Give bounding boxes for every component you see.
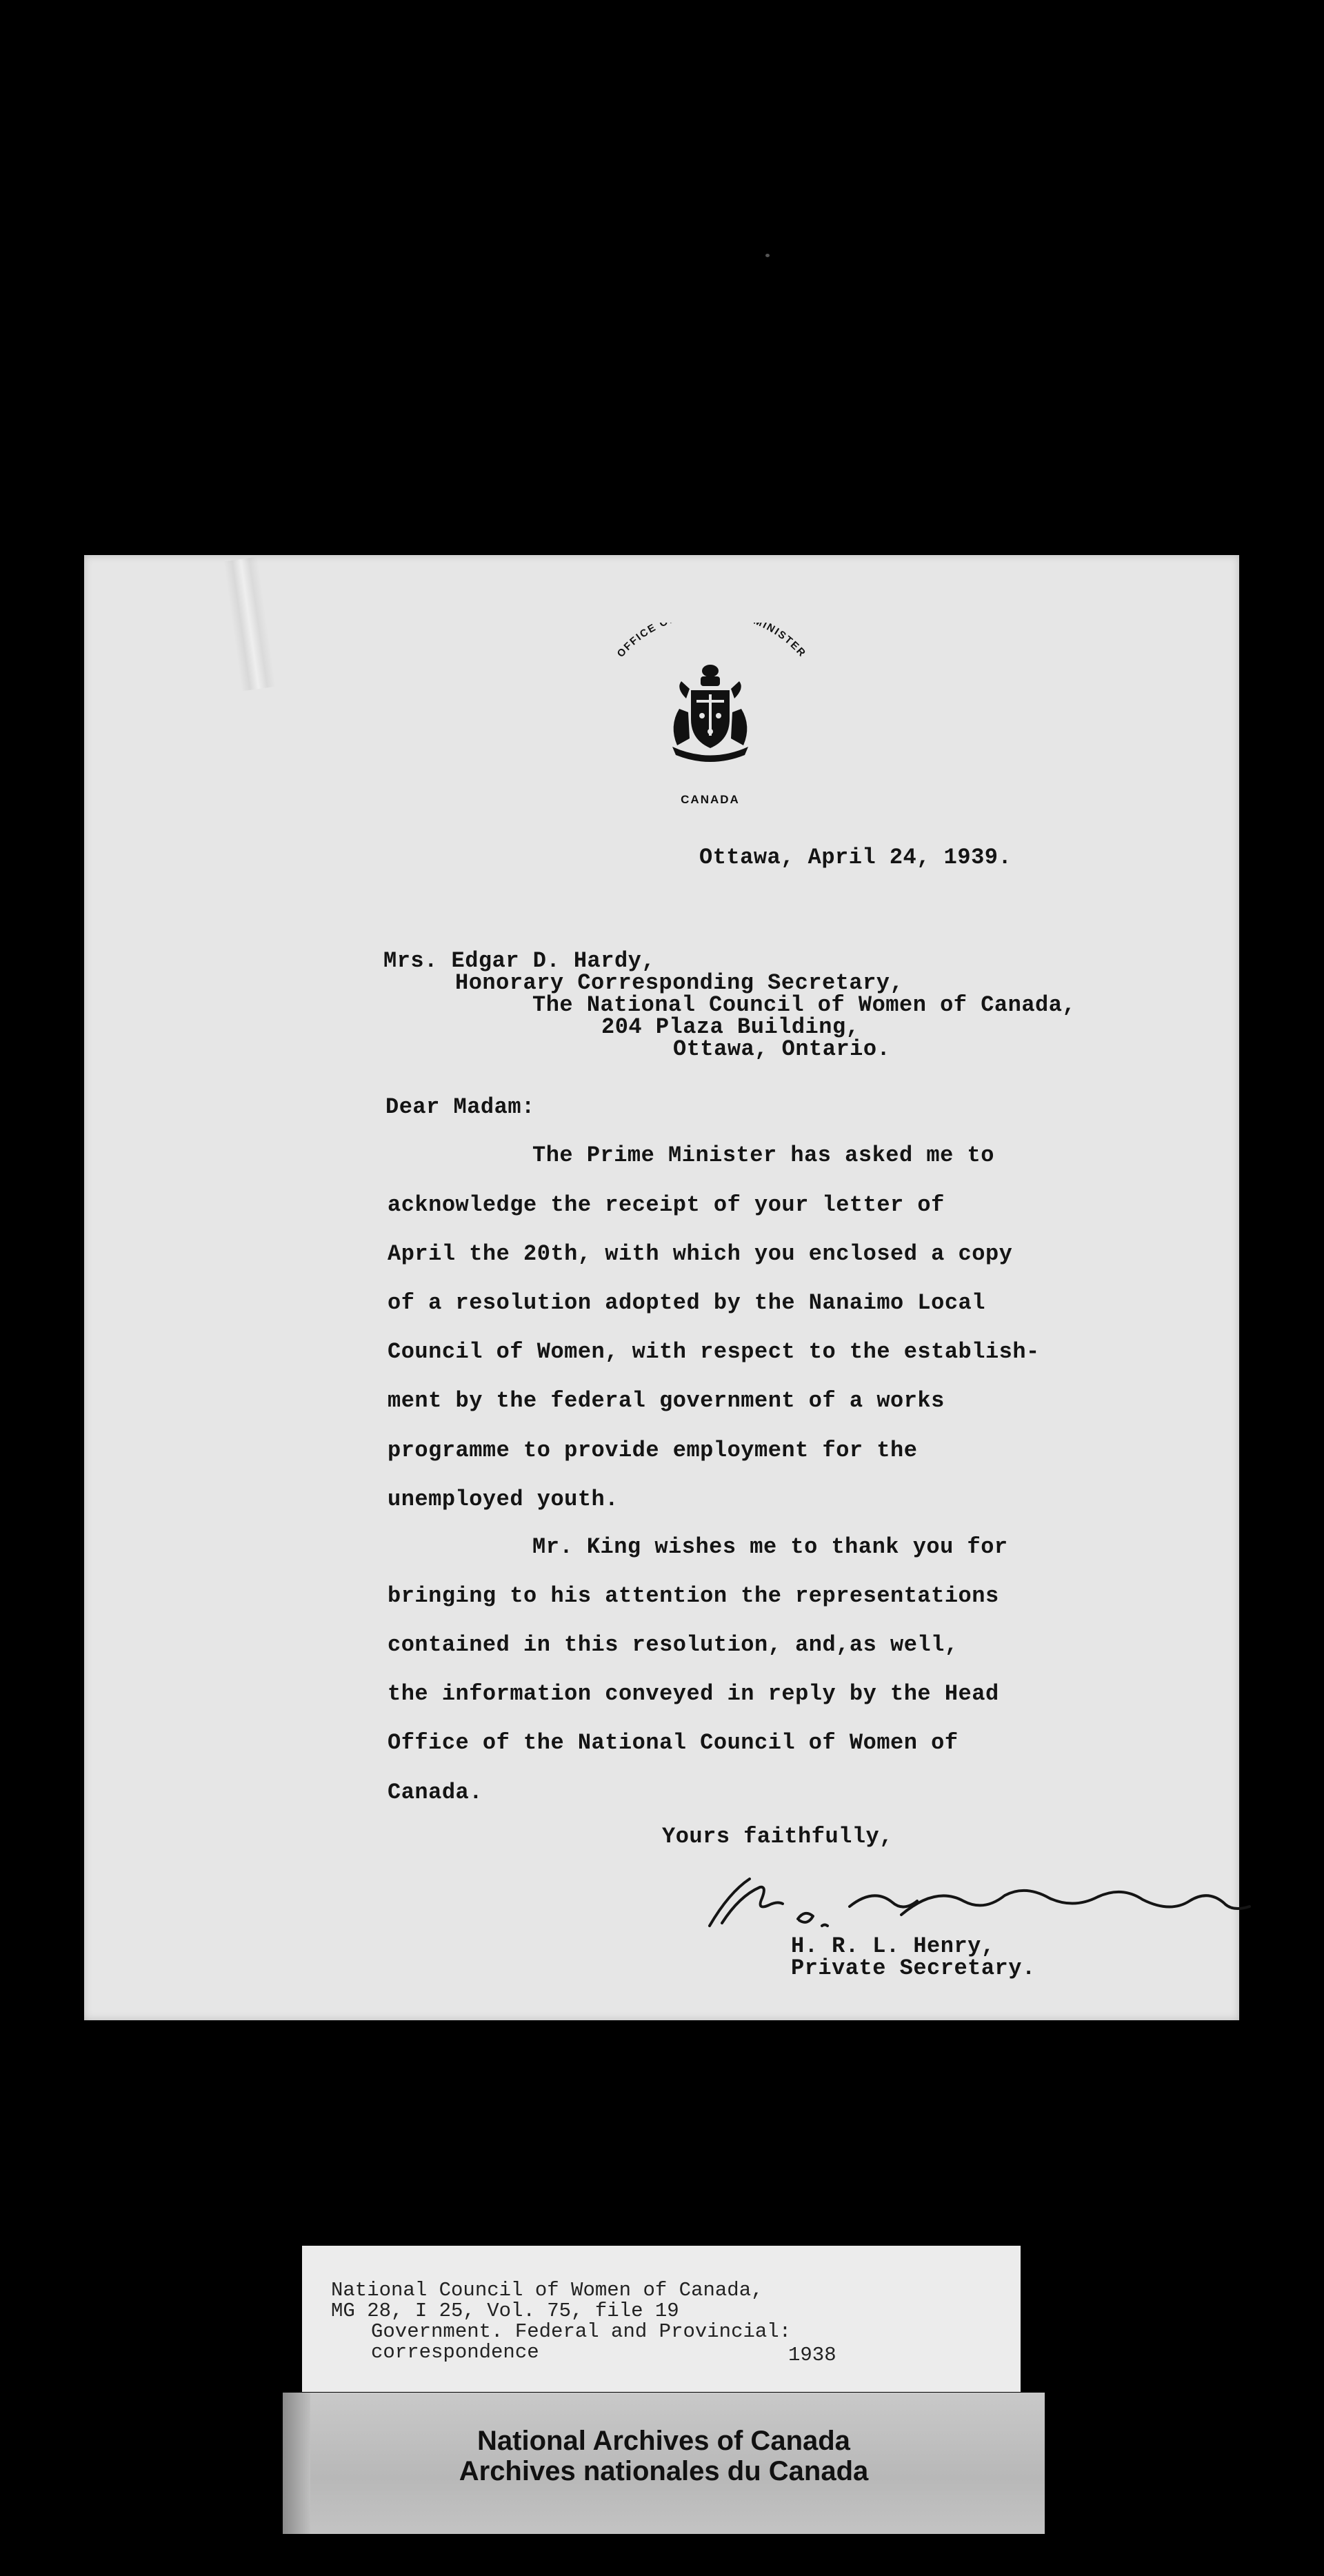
recipient-line-4: 204 Plaza Building,: [601, 1014, 860, 1040]
card-line-4: correspondence: [371, 2341, 539, 2364]
archives-label-english: National Archives of Canada: [477, 2426, 850, 2456]
body-line-13: Office of the National Council of Women of: [388, 1730, 959, 1755]
recipient-line-1: Mrs. Edgar D. Hardy,: [383, 948, 656, 974]
body-line-10: bringing to his attention the representations: [388, 1583, 999, 1609]
signer-title: Private Secretary.: [791, 1955, 1036, 1981]
card-year: 1938: [788, 2344, 836, 2366]
archives-label-french: Archives nationales du Canada: [459, 2456, 869, 2486]
salutation: Dear Madam:: [385, 1094, 535, 1120]
recipient-line-2: Honorary Corresponding Secretary,: [455, 970, 904, 996]
dust-speck: [765, 254, 770, 257]
paper-crease: [223, 556, 276, 691]
card-line-2: MG 28, I 25, Vol. 75, file 19: [331, 2300, 679, 2322]
letterhead-arc-text: OFFICE INISTER: [614, 623, 809, 660]
letter-page: [84, 555, 1239, 2020]
letterhead-country: CANADA: [681, 793, 740, 806]
card-line-1: National Council of Women of Canada,: [331, 2279, 763, 2302]
letterhead-emblem: [559, 623, 862, 823]
signer-name: H. R. L. Henry,: [791, 1933, 995, 1959]
letter-date: Ottawa, April 24, 1939.: [699, 845, 1012, 870]
body-line-8: unemployed youth.: [388, 1487, 619, 1512]
archives-label: [283, 2393, 1045, 2534]
body-line-1: The Prime Minister has asked me to: [532, 1143, 994, 1168]
coat-of-arms-icon: [672, 665, 748, 762]
body-line-3: April the 20th, with which you enclosed a copy: [388, 1241, 1013, 1267]
recipient-line-3: The National Council of Women of Canada,: [532, 992, 1076, 1018]
closing: Yours faithfully,: [662, 1824, 893, 1849]
archive-reference-card: [302, 2246, 1021, 2392]
letterhead: [559, 623, 862, 823]
body-line-7: programme to provide employment for the: [388, 1438, 918, 1463]
body-line-9: Mr. King wishes me to thank you for: [532, 1534, 1008, 1560]
body-line-4: of a resolution adopted by the Nanaimo Local: [388, 1290, 985, 1316]
body-line-5: Council of Women, with respect to the establish-: [388, 1339, 1040, 1365]
recipient-line-5: Ottawa, Ontario.: [673, 1036, 891, 1062]
card-line-3: Government. Federal and Provincial:: [371, 2320, 792, 2343]
body-line-6: ment by the federal government of a works: [388, 1388, 945, 1413]
body-line-14: Canada.: [388, 1780, 483, 1805]
body-line-12: the information conveyed in reply by the Head: [388, 1681, 999, 1707]
body-line-2: acknowledge the receipt of your letter of: [388, 1192, 945, 1218]
body-line-11: contained in this resolution, and,as well,: [388, 1632, 959, 1658]
